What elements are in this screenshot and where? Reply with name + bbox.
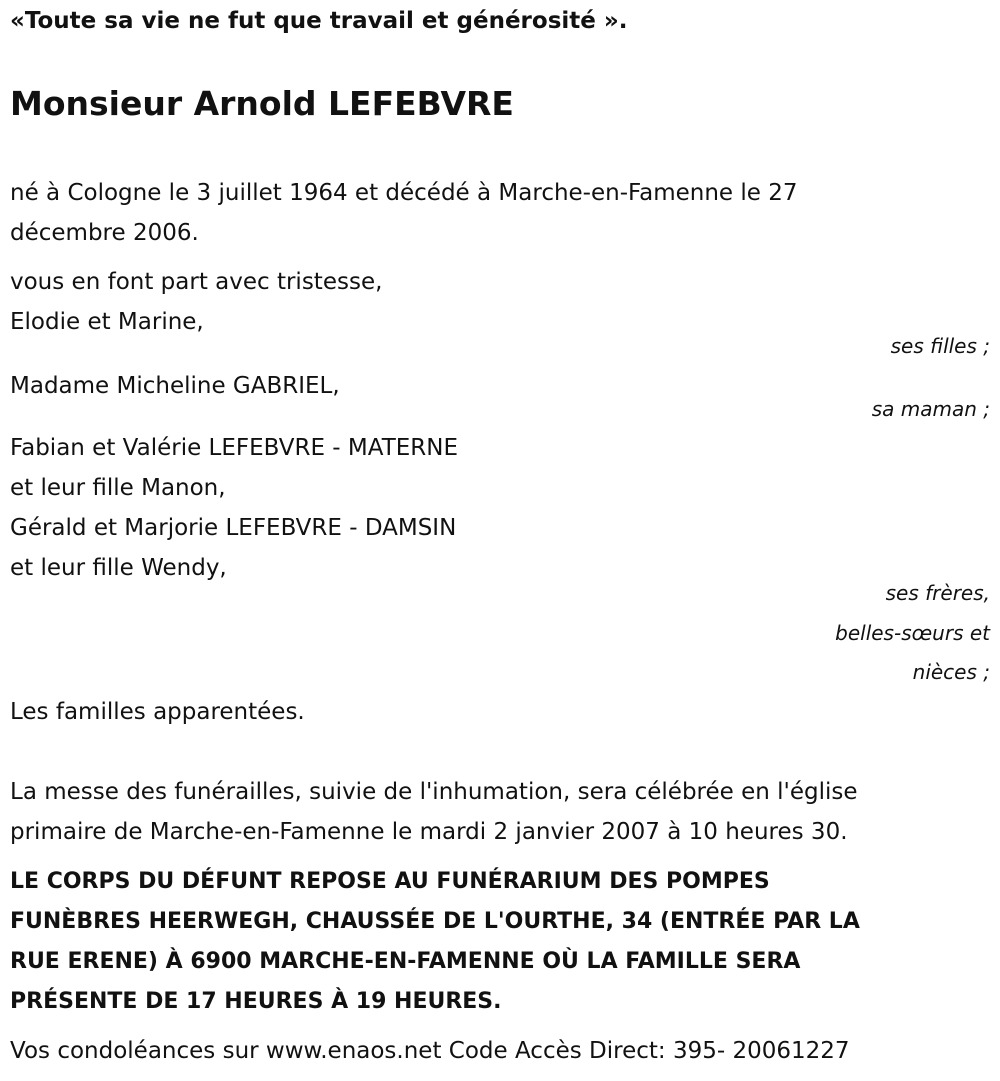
birth-death-line-1: né à Cologne le 3 juillet 1964 et décédé à Marche-en-Famenne le 27: [10, 180, 798, 206]
siblings-line: Fabian et Valérie LEFEBVRE - MATERNE: [10, 435, 458, 461]
funeral-home-line: FUNÈBRES HEERWEGH, CHAUSSÉE DE L'OURTHE, 34 (ENTRÉE PAR LA: [10, 909, 860, 934]
birth-death-line-2: décembre 2006.: [10, 220, 199, 246]
funeral-home-line: RUE ERENE) À 6900 MARCHE-EN-FAMENNE OÙ LA FAMILLE SERA: [10, 949, 801, 974]
siblings-relation-line: nièces ;: [912, 660, 990, 684]
condolences-line: Vos condoléances sur www.enaos.net Code Accès Direct: 395- 20061227: [10, 1038, 850, 1064]
daughters-names: Elodie et Marine,: [10, 309, 204, 335]
siblings-line: et leur fille Wendy,: [10, 555, 227, 581]
funeral-home-line: PRÉSENTE DE 17 HEURES À 19 HEURES.: [10, 989, 502, 1014]
intro-line: vous en font part avec tristesse,: [10, 269, 383, 295]
related-families: Les familles apparentées.: [10, 699, 305, 725]
mass-line-1: La messe des funérailles, suivie de l'inhumation, sera célébrée en l'église: [10, 779, 858, 805]
daughters-relation: ses filles ;: [890, 334, 990, 358]
deceased-name: Monsieur Arnold LEFEBVRE: [10, 84, 514, 123]
siblings-relation-line: belles-sœurs et: [835, 621, 990, 645]
quote-heading: «Toute sa vie ne fut que travail et générosité ».: [10, 8, 628, 34]
siblings-line: et leur fille Manon,: [10, 475, 226, 501]
siblings-relation-line: ses frères,: [885, 581, 990, 605]
mother-relation: sa maman ;: [871, 397, 990, 421]
mother-name: Madame Micheline GABRIEL,: [10, 373, 340, 399]
siblings-line: Gérald et Marjorie LEFEBVRE - DAMSIN: [10, 515, 457, 541]
mass-line-2: primaire de Marche-en-Famenne le mardi 2 janvier 2007 à 10 heures 30.: [10, 819, 848, 845]
funeral-home-line: LE CORPS DU DÉFUNT REPOSE AU FUNÉRARIUM DES POMPES: [10, 869, 770, 894]
